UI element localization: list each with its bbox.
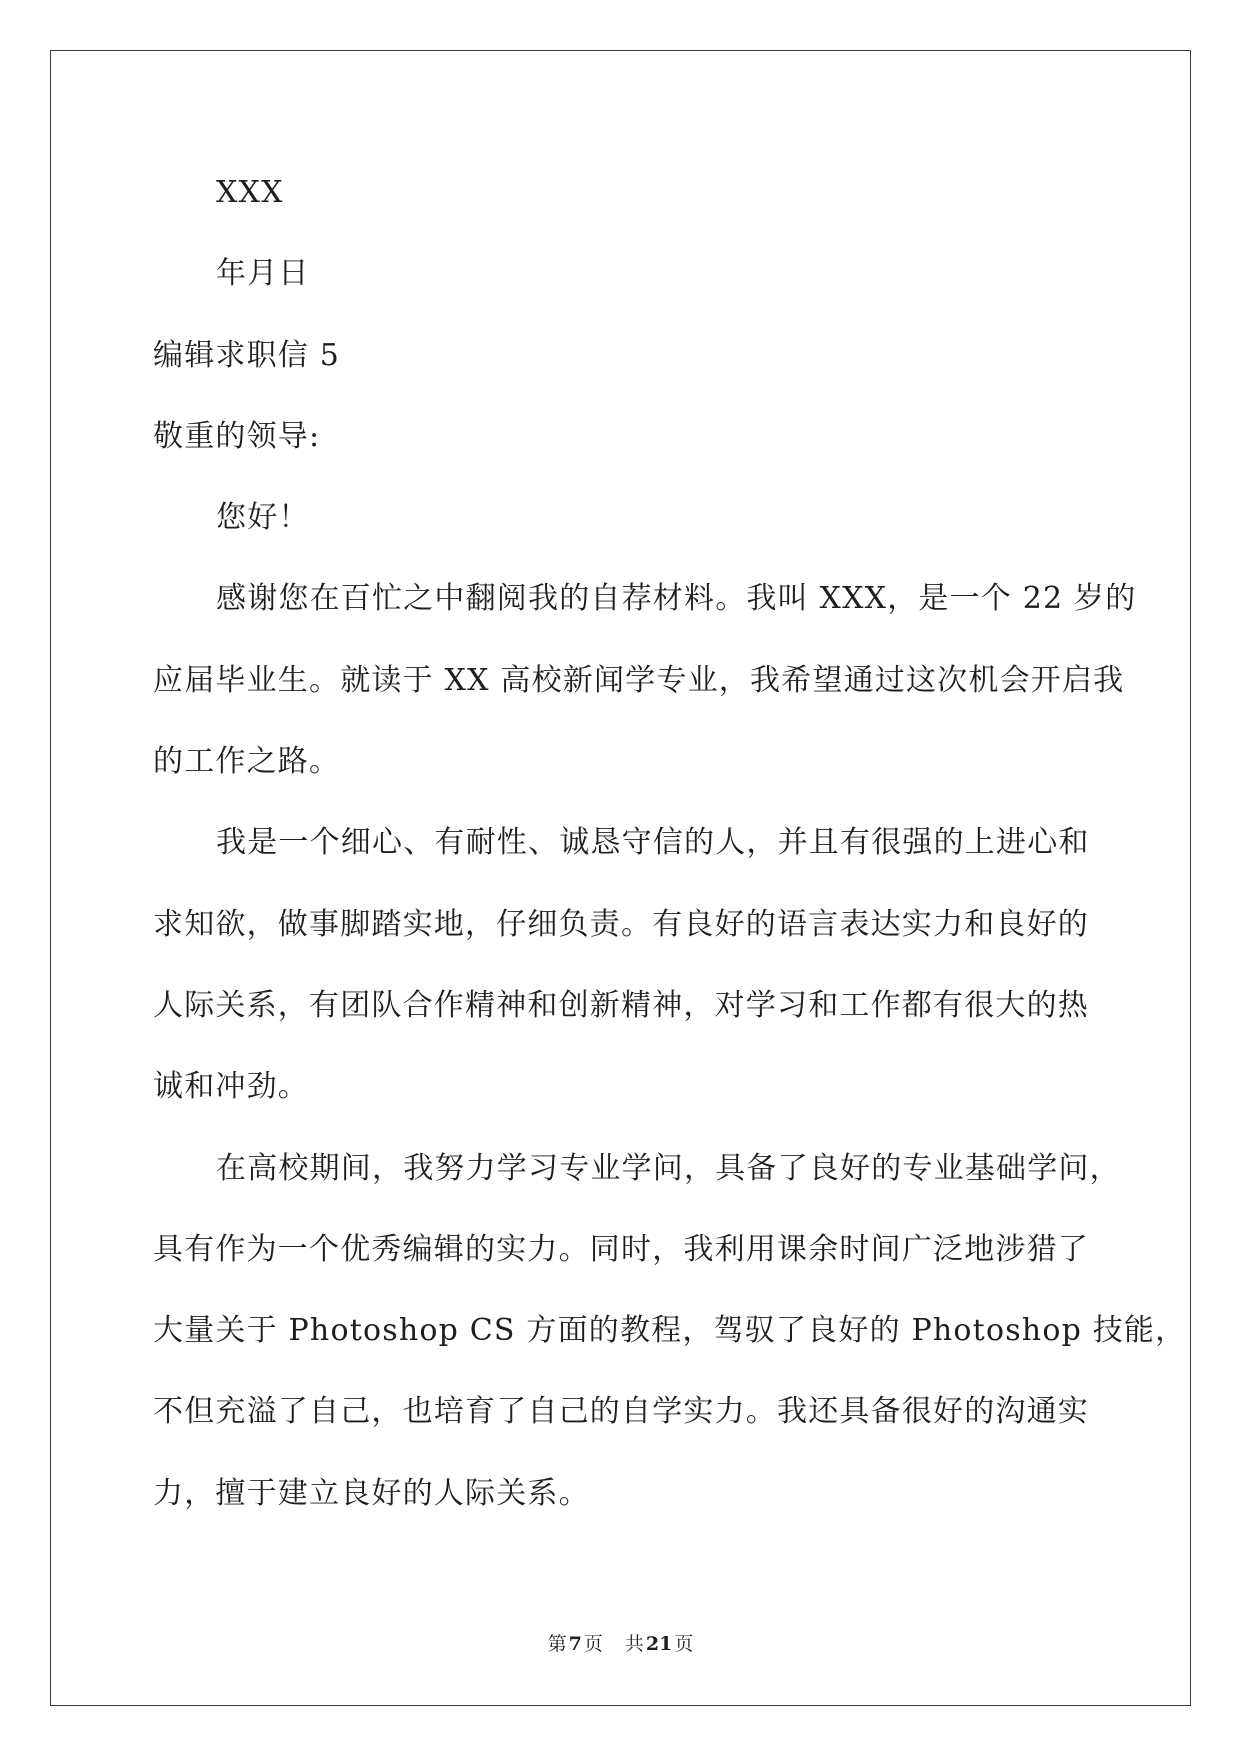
signature: XXX bbox=[216, 175, 284, 210]
paragraph-line: 感谢您在百忙之中翻阅我的自荐材料。我叫 XXX，是一个 22 岁的 bbox=[216, 581, 1137, 617]
paragraph-line: 求知欲，做事脚踏实地，仔细负责。有良好的语言表达实力和良好的 bbox=[153, 906, 1089, 942]
salutation: 敬重的领导: bbox=[153, 418, 321, 454]
letter-body bbox=[153, 152, 1187, 1534]
paragraph-line: 人际关系，有团队合作精神和创新精神，对学习和工作都有很大的热 bbox=[153, 987, 1089, 1023]
paragraph-line: 应届毕业生。就读于 XX 高校新闻学专业，我希望通过这次机会开启我 bbox=[153, 662, 1125, 698]
total-prefix: 共 bbox=[624, 1633, 644, 1655]
page-suffix: 页 bbox=[583, 1633, 603, 1655]
page-prefix: 第 bbox=[547, 1633, 567, 1655]
letter-title: 编辑求职信 5 bbox=[153, 337, 341, 373]
total-pages: 21 bbox=[645, 1633, 673, 1655]
paragraph-line: 大量关于 Photoshop CS 方面的教程，驾驭了良好的 Photoshop 技能， bbox=[153, 1313, 1187, 1349]
total-suffix: 页 bbox=[674, 1633, 694, 1655]
paragraph-line: 诚和冲劲。 bbox=[153, 1069, 309, 1105]
paragraph-line: 在高校期间，我努力学习专业学问，具备了良好的专业基础学问， bbox=[216, 1150, 1121, 1186]
date-line: 年月日 bbox=[216, 256, 310, 292]
paragraph-line: 具有作为一个优秀编辑的实力。同时，我利用课余时间广泛地涉猎了 bbox=[153, 1231, 1089, 1267]
page-number: 7 bbox=[568, 1633, 582, 1655]
page-footer bbox=[0, 1629, 1241, 1656]
paragraph-line: 我是一个细心、有耐性、诚恳守信的人，并且有很强的上进心和 bbox=[216, 825, 1090, 861]
greeting: 您好！ bbox=[216, 500, 310, 536]
paragraph-line: 的工作之路。 bbox=[153, 744, 341, 780]
paragraph-line: 不但充溢了自己，也培育了自己的自学实力。我还具备很好的沟通实 bbox=[153, 1394, 1089, 1430]
paragraph-line: 力，擅于建立良好的人际关系。 bbox=[153, 1475, 590, 1511]
